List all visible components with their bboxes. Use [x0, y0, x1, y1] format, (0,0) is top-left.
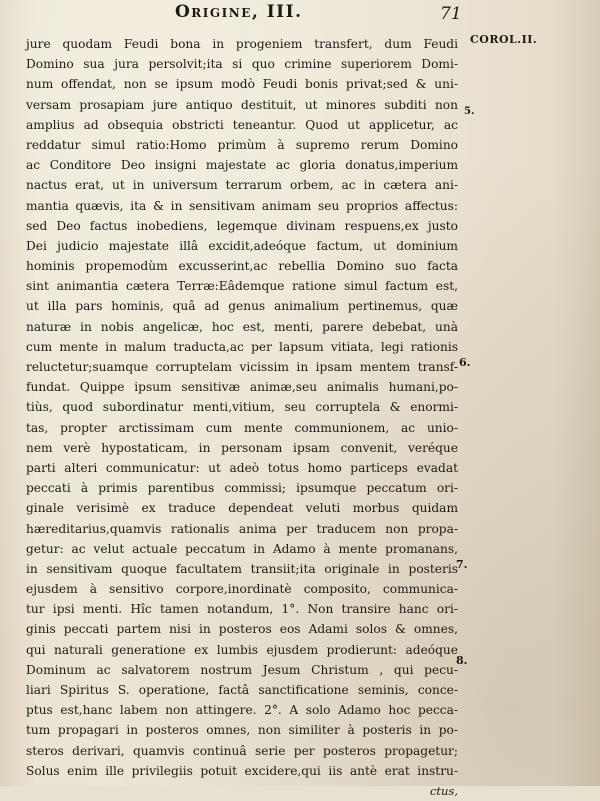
text-line: ptus est,hanc labem non attingere. 2°. A solo Adamo hoc pecca- [26, 703, 458, 718]
marginal-number-6: 6. [459, 356, 471, 369]
text-line: ginis peccati partem nisi in posteros eos Adami solos & omnes, [26, 622, 458, 637]
text-line: sed Deo factus inobediens, legemque divinam respuens,ex justo [26, 218, 458, 233]
text-line: hæreditarius,quamvis rationalis anima per traducem non propa- [26, 521, 458, 536]
marginal-number-8: 8. [456, 654, 468, 667]
text-line: tas, propter arctissimam cum mente communionem, ac unio- [26, 420, 458, 435]
text-line: steros derivari, quamvis continuâ serie per posteros propagetur; [26, 743, 458, 758]
text-line: amplius ad obsequia obstricti teneantur. Quod ut applicetur, ac [26, 117, 458, 132]
text-line: nem verè hypostaticam, in personam ipsam convenit, veréque [26, 440, 458, 455]
running-head: Origine, III. [175, 2, 303, 22]
page-number: 71 [440, 4, 462, 24]
text-line: peccati à primis parentibus commissi; ipsumque peccatum ori- [26, 481, 458, 496]
body-text [26, 34, 458, 801]
text-line: getur: ac velut actuale peccatum in Adamo à mente promanans, [26, 541, 458, 556]
text-line: num offendat, non se ipsum modò Feudi bonis privat;sed & uni- [26, 77, 458, 92]
text-line: qui naturali generatione ex lumbis ejusdem prodierunt: adeóque [26, 642, 458, 657]
text-line: reluctetur;suamque corruptelam vicissim in ipsam mentem transf- [26, 360, 458, 374]
text-line: naturæ in nobis angelicæ, hoc est, menti, parere debebat, unà [26, 319, 458, 334]
text-line: tum propagari in posteros omnes, non similiter à posteris in po- [26, 723, 458, 738]
text-line: tur ipsi menti. Hîc tamen notandum, 1°. Non transire hanc ori- [26, 602, 458, 617]
text-line: hominis propemodùm excusserint,ac rebellia Domino suo facta [26, 259, 458, 274]
text-line: in sensitivam quoque facultatem transiit;ita originale in posteris [26, 561, 458, 576]
text-line: Dei judicio majestate illâ excidit,adeóque factum, ut dominium [26, 238, 458, 253]
text-line: Solus enim ille privilegiis potuit excidere,qui iis antè erat instru- [26, 763, 458, 778]
text-line: ac Conditore Deo insigni majestate ac gloria donatus,imperium [26, 158, 458, 173]
text-line: mantia quævis, ita & in sensitivam animam seu proprios affectus: [26, 198, 458, 213]
text-line: nactus erat, ut in universum terrarum orbem, ac in cætera ani- [26, 178, 458, 193]
text-line: reddatur simul ratio:Homo primùm à supremo rerum Domino [26, 137, 458, 152]
text-line: ut illa pars hominis, quâ ad genus animalium pertinemus, quæ [26, 299, 458, 314]
text-line: cum mente in malum traducta,ac per lapsum vitiata, legi rationis [26, 339, 458, 354]
catchword: ctus, [429, 783, 458, 798]
text-line: ejusdem à sensitivo corpore,inordinatè composito, communica- [26, 582, 458, 597]
text-line: versam prosapiam jure antiquo destituit, ut minores subditi non [26, 97, 458, 112]
text-line: jure quodam Feudi bona in progeniem transfert, dum Feudi [26, 37, 458, 51]
text-line: fundat. Quippe ipsum sensitivæ animæ,seu animalis humani,po- [26, 380, 458, 395]
text-line: liari Spiritus S. operatione, factâ sanctificatione seminis, conce- [26, 683, 458, 697]
text-line: ginale verisimè ex traduce dependeat veluti morbus quidam [26, 501, 458, 516]
text-line: tiùs, quod subordinatur menti,vitium, seu corruptela & enormi- [26, 400, 458, 415]
marginal-number-7: 7. [456, 558, 468, 571]
text-line: Domino sua jura persolvit;ita si quo crimine superiorem Domi- [26, 57, 458, 72]
marginal-corollary: COROL.II. [470, 33, 538, 46]
text-line: parti alteri communicatur: ut adeò totus homo particeps evadat [26, 460, 458, 475]
text-line: Dominum ac salvatorem nostrum Jesum Christum , qui pecu- [26, 662, 458, 677]
text-line: sint animantia cætera Terræ:Eâdemque ratione simul factum est, [26, 279, 458, 294]
marginal-number-5: 5. [464, 106, 475, 117]
